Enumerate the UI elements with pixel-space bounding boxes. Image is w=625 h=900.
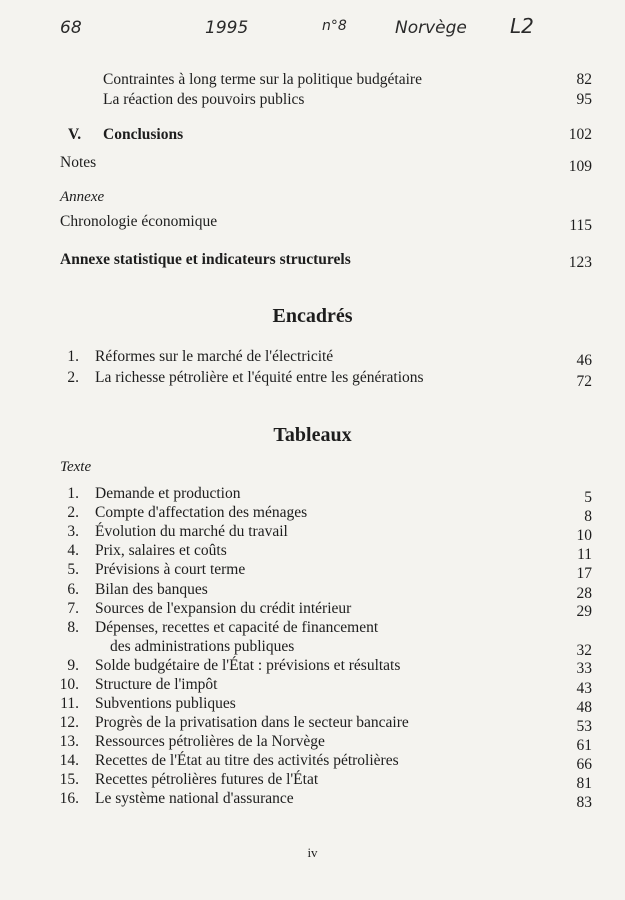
toc-entry-label: La réaction des pouvoirs publics [103, 91, 305, 108]
tableau-number: 8. [67, 619, 79, 636]
encadre-label: La richesse pétrolière et l'équité entre les générations [95, 369, 424, 386]
tableau-label: Dépenses, recettes et capacité de financement [95, 619, 379, 636]
tableau-number: 2. [67, 504, 79, 521]
annotation-country: Norvège [395, 18, 467, 38]
tableau-page: 48 [576, 699, 592, 716]
tableau-label: Évolution du marché du travail [95, 523, 288, 540]
tableau-page: 61 [576, 737, 592, 754]
tableau-number: 9. [67, 657, 79, 674]
tableau-label: Demande et production [95, 485, 241, 502]
annexe-label: Annexe [60, 189, 105, 205]
tableau-item-14 [0, 751, 625, 771]
tableau-number: 14. [59, 752, 79, 769]
encadre-number: 1. [67, 348, 79, 365]
texte-label: Texte [60, 459, 92, 475]
tableau-page: 66 [576, 756, 592, 773]
tableau-item-15 [0, 770, 625, 790]
tableau-number: 3. [67, 523, 79, 540]
tableau-number: 4. [67, 542, 79, 559]
encadre-number: 2. [67, 369, 79, 386]
tableau-label: Compte d'affectation des ménages [95, 504, 308, 521]
toc-entry-page: 102 [568, 126, 592, 143]
tableau-page: 8 [584, 508, 592, 525]
tableau-item-9 [0, 656, 625, 676]
toc-entry-conclusions [0, 125, 625, 145]
tableau-item-10 [0, 675, 625, 695]
tableau-item-6 [0, 580, 625, 600]
tableau-page: 28 [576, 585, 592, 602]
tableau-number: 15. [59, 771, 79, 788]
toc-entry-roman: V. [68, 126, 82, 143]
annotation-code: L2 [510, 14, 534, 38]
annotation-year: 1995 [205, 18, 249, 38]
toc-entry-page: 95 [576, 91, 592, 108]
tableau-number: 12. [59, 714, 79, 731]
tableau-number: 6. [67, 581, 79, 598]
tableau-item-13 [0, 732, 625, 752]
tableau-number: 7. [67, 600, 79, 617]
encadres-heading: Encadrés [272, 305, 353, 327]
toc-entry-contraintes [0, 70, 625, 90]
tableau-label: Prix, salaires et coûts [95, 542, 227, 559]
tableau-label: Progrès de la privatisation dans le secteur bancaire [95, 714, 409, 731]
tableau-number: 11. [60, 695, 79, 712]
toc-entry-page: 82 [576, 71, 592, 88]
tableau-label: Le système national d'assurance [95, 790, 294, 807]
toc-entry-page: 115 [569, 217, 592, 234]
tableau-item-1 [0, 484, 625, 504]
tableau-page: 33 [576, 660, 592, 677]
tableau-number: 5. [67, 561, 79, 578]
tableau-page: 10 [576, 527, 592, 544]
tableau-page: 29 [576, 603, 592, 620]
encadre-page: 72 [576, 373, 592, 390]
tableau-label: Sources de l'expansion du crédit intérieur [95, 600, 352, 617]
annotation-page-ref: 68 [60, 18, 82, 38]
toc-entry-label: Contraintes à long terme sur la politique budgétaire [103, 71, 422, 88]
tableau-label: Subventions publiques [95, 695, 236, 712]
tableau-label: Ressources pétrolières de la Norvège [95, 733, 325, 750]
tableau-page: 17 [576, 565, 592, 582]
tableau-label: Recettes de l'État au titre des activités pétrolières [95, 752, 399, 769]
encadre-label: Réformes sur le marché de l'électricité [95, 348, 334, 365]
tableau-item-7 [0, 599, 625, 619]
tableau-item-3 [0, 522, 625, 542]
encadre-page: 46 [576, 352, 592, 369]
toc-entry-label: Chronologie économique [60, 213, 218, 230]
tableau-number: 13. [59, 733, 79, 750]
tableau-label: Recettes pétrolières futures de l'État [95, 771, 319, 788]
tableau-item-2 [0, 503, 625, 523]
handwritten-annotation [60, 14, 560, 44]
tableau-item-11 [0, 694, 625, 714]
annotation-issue: n°8 [322, 18, 347, 34]
tableau-label-continued: des administrations publiques [110, 638, 295, 655]
tableau-number: 16. [59, 790, 79, 807]
tableau-page: 43 [576, 680, 592, 697]
toc-entry-annexe-statistique [0, 250, 625, 270]
toc-entry-page: 123 [568, 254, 592, 271]
toc-entry-label: Conclusions [103, 126, 184, 143]
toc-entry-chronologie [0, 212, 625, 232]
tableaux-heading: Tableaux [273, 424, 352, 446]
tableau-item-12 [0, 713, 625, 733]
page-number: iv [307, 845, 318, 860]
tableau-label: Structure de l'impôt [95, 676, 218, 693]
tableau-item-8 [0, 618, 625, 660]
toc-entry-label: Annexe statistique et indicateurs structurels [60, 251, 351, 268]
toc-entry-reaction [0, 90, 625, 110]
tableau-page: 32 [576, 642, 592, 659]
tableau-page: 53 [576, 718, 592, 735]
tableau-label: Bilan des banques [95, 581, 208, 598]
tableau-page: 5 [584, 489, 592, 506]
toc-entry-page: 109 [568, 158, 592, 175]
encadre-item-2 [0, 368, 625, 388]
toc-entry-notes [0, 153, 625, 173]
encadre-item-1 [0, 347, 625, 367]
tableau-item-16 [0, 789, 625, 809]
tableau-label: Solde budgétaire de l'État : prévisions et résultats [95, 657, 401, 674]
tableau-number: 10. [59, 676, 79, 693]
tableau-item-5 [0, 560, 625, 580]
tableau-page: 83 [576, 794, 592, 811]
tableau-label: Prévisions à court terme [95, 561, 246, 578]
toc-entry-label: Notes [60, 154, 97, 171]
tableau-item-4 [0, 541, 625, 561]
tableau-number: 1. [67, 485, 79, 502]
tableau-page: 81 [576, 775, 592, 792]
tableau-page: 11 [577, 546, 592, 563]
